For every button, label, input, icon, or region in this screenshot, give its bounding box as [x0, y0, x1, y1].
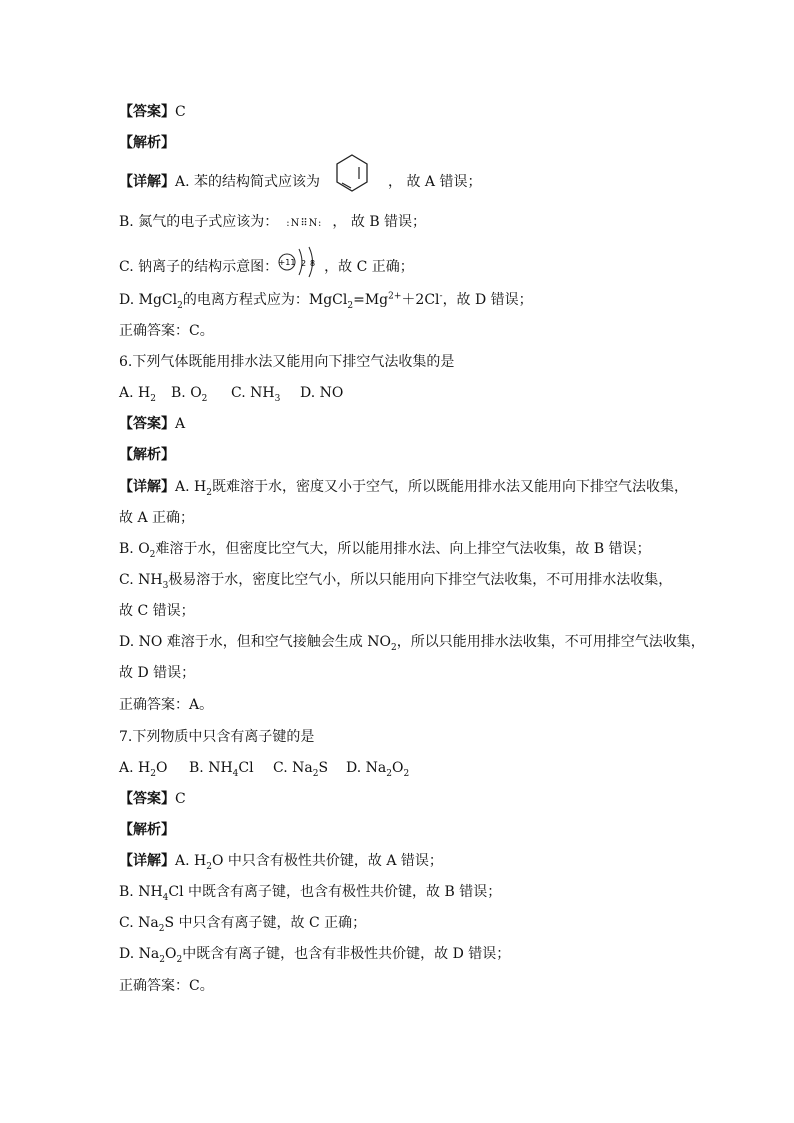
- q5-correct-answer: 正确答案：C。: [119, 323, 214, 339]
- q5-option-b: B. 氮气的电子式应该为： :N⠿N: ， 故 B 错误；: [119, 214, 427, 230]
- q6-option-c: C. $NH_3$: [231, 385, 281, 404]
- q6-option-a: A. $H_2$: [119, 385, 156, 404]
- q6-detail-d: D. NO 难溶于水，但和空气接触会生成 $NO_2$，所以只能用排水法收集，不可用排空气法收集，: [119, 634, 705, 653]
- answer-tag: 【答案】: [119, 104, 175, 120]
- q6-detail-d-cont: 故 D 错误；: [119, 665, 196, 681]
- q6-answer-line: 【答案】A: [119, 416, 186, 432]
- q6-option-b: B. $O_2$: [171, 385, 208, 404]
- q6-option-d: D. NO: [300, 385, 344, 401]
- benzene-ring-structure: [334, 153, 370, 193]
- q6-stem: 6.下列气体既能用排水法又能用向下排空气法收集的是: [119, 354, 455, 370]
- q7-option-b: B. $NH_4Cl$: [189, 760, 254, 779]
- answer-value: C: [175, 104, 186, 120]
- q7-detail-d: D. $Na_2O_2$中既含有离子键，也含有非极性共价键，故 D 错误；: [119, 946, 511, 965]
- shell-2-count: 8: [310, 259, 316, 268]
- q7-option-d: D. $Na_2O_2$: [346, 760, 410, 779]
- q7-options: [119, 759, 694, 777]
- q5-answer-line: [119, 103, 694, 121]
- q6-detail-a: 【详解】A. $H_2$既难溶于水，密度又小于空气，所以既能用排水法又能用向下排空气法收集，: [119, 479, 688, 498]
- q7-detail-a: 【详解】A. $H_2O$ 中只含有极性共价键，故 A 错误；: [119, 853, 443, 872]
- q6-analysis-tag: 【解析】: [119, 447, 175, 463]
- sodium-ion-diagram: [278, 245, 324, 279]
- q7-correct-answer: 正确答案：C。: [119, 978, 214, 994]
- q5-option-c: C. 钠离子的结构示意图： +11 2 8 ，故 C 正确；: [119, 255, 694, 279]
- q5-option-a: 【详解】A. 苯的结构简式应该为 ， 故 A 错误；: [119, 171, 694, 193]
- nitrogen-electron-formula: :N⠿N:: [286, 218, 323, 229]
- q7-option-c: C. $Na_2S$: [273, 760, 329, 779]
- q7-detail-b: B. $NH_4Cl$ 中既含有离子键，也含有极性共价键，故 B 错误；: [119, 884, 502, 903]
- q7-answer-line: 【答案】C: [119, 791, 186, 807]
- detail-tag: 【详解】: [119, 174, 175, 190]
- q6-options: [119, 384, 694, 402]
- q5-analysis-tag: 【解析】: [119, 135, 175, 151]
- q7-detail-c: C. $Na_2S$ 中只含有离子键，故 C 正确；: [119, 915, 367, 934]
- q7-stem: 7.下列物质中只含有离子键的是: [119, 729, 315, 745]
- q6-detail-b: B. $O_2$难溶于水，但密度比空气大，所以能用排水法、向上排空气法收集，故 B 错误；: [119, 541, 651, 560]
- q6-detail-c-cont: 故 C 错误；: [119, 603, 195, 619]
- nucleus-charge: +11: [278, 258, 296, 267]
- shell-1-count: 2: [301, 259, 307, 268]
- q6-correct-answer: 正确答案：A。: [119, 697, 214, 713]
- q6-detail-c: C. $NH_3$极易溶于水，密度比空气小，所以只能用向下排空气法收集，不可用排水法收集，: [119, 572, 673, 591]
- q5-option-d: D. MgCl$_2$的电离方程式应为：$MgCl_2=Mg^{2+}+2Cl^-$，故 D 错误；: [119, 291, 533, 311]
- q7-option-a: A. $H_2O$: [119, 760, 168, 779]
- q6-detail-a-cont: 故 A 正确；: [119, 510, 195, 526]
- q7-analysis-tag: 【解析】: [119, 822, 175, 838]
